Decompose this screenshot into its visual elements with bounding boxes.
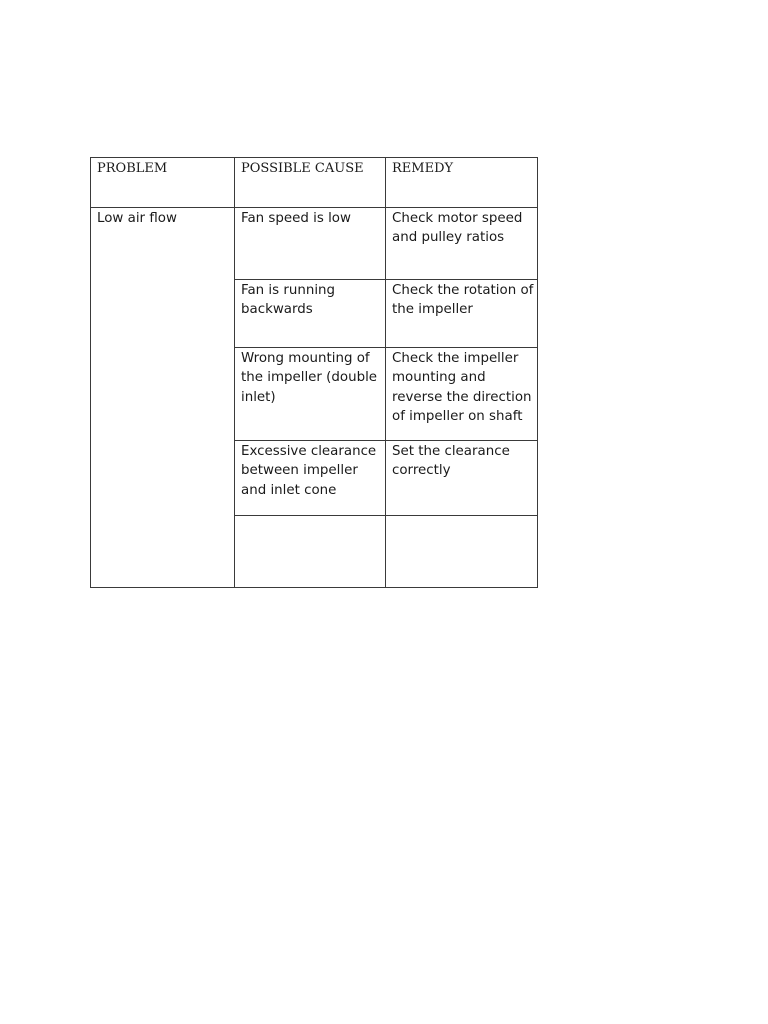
- header-remedy: REMEDY: [386, 158, 538, 208]
- remedy-cell: Check the rotation of the impeller: [386, 280, 538, 348]
- cause-cell: Fan is running backwards: [235, 280, 386, 348]
- cause-cell: Fan speed is low: [235, 208, 386, 280]
- troubleshooting-table: [90, 157, 538, 588]
- remedy-cell: [386, 516, 538, 588]
- table-header-row: [91, 158, 538, 208]
- remedy-cell: Set the clearance correctly: [386, 441, 538, 516]
- cause-cell: Excessive clearance between impeller and inlet cone: [235, 441, 386, 516]
- cause-cell: Wrong mounting of the impeller (double inlet): [235, 348, 386, 441]
- cause-cell: [235, 516, 386, 588]
- problem-cell: Low air flow: [91, 208, 235, 588]
- header-possible-cause: POSSIBLE CAUSE: [235, 158, 386, 208]
- remedy-cell: Check motor speed and pulley ratios: [386, 208, 538, 280]
- remedy-cell: Check the impeller mounting and reverse the direction of impeller on shaft: [386, 348, 538, 441]
- header-problem: PROBLEM: [91, 158, 235, 208]
- table-row: [91, 208, 538, 280]
